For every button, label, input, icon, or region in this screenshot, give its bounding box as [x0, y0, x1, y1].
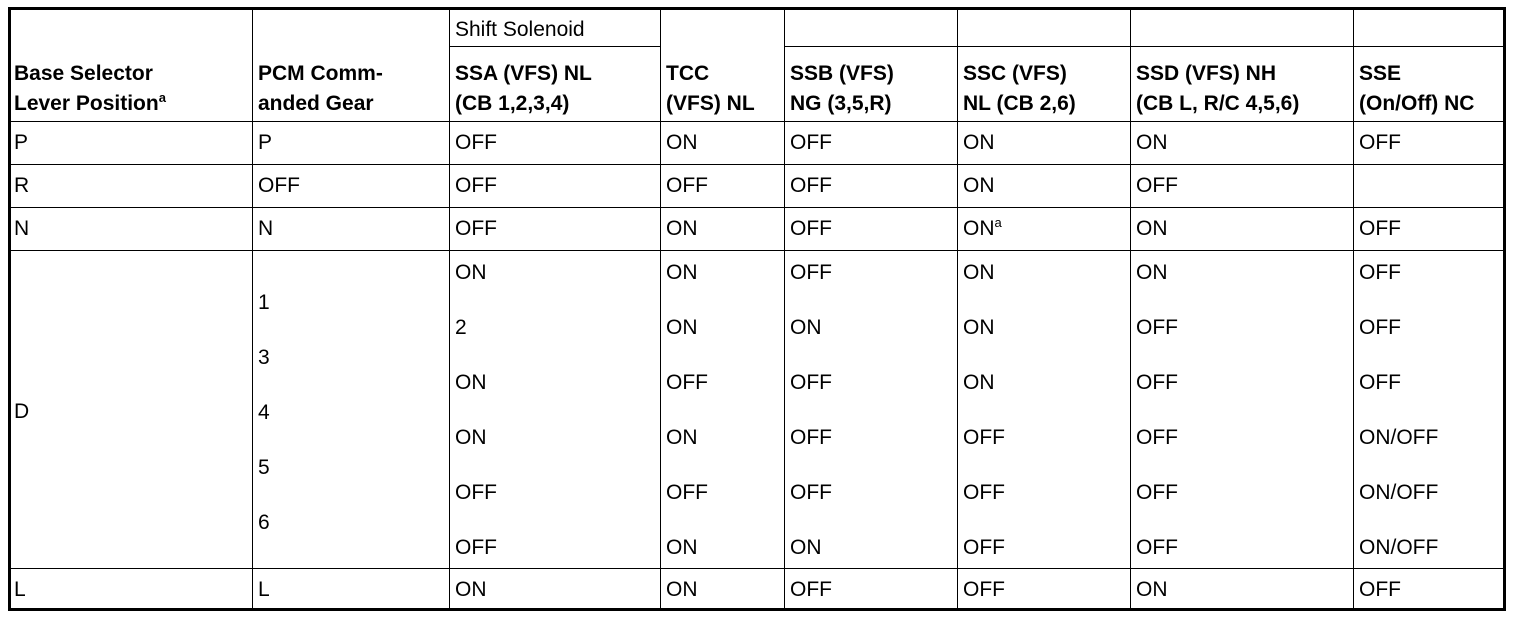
cell-ssc: ON — [963, 174, 995, 197]
cell-gear: L — [258, 578, 270, 601]
cell-ssa: OFF — [455, 217, 497, 240]
cell-gear: N — [258, 217, 274, 240]
cell-ssc: ON — [963, 261, 995, 284]
cell-tcc: ON — [666, 217, 698, 240]
cell-ssa: OFF — [455, 481, 497, 504]
cell-ssb: OFF — [790, 371, 832, 394]
cell-ssd: ON — [1136, 217, 1168, 240]
cell-ssc: OFF — [963, 578, 1005, 601]
cell-sse: ON/OFF — [1359, 481, 1439, 504]
cell-position: D — [14, 400, 30, 423]
header-subdivider — [449, 46, 660, 47]
header-ssb: SSB (VFS) NG (3,5,R) — [790, 62, 894, 115]
cell-ssb: OFF — [790, 578, 832, 601]
cell-gear: 6 — [258, 511, 270, 534]
col-divider — [1130, 10, 1131, 608]
cell-sse: OFF — [1359, 578, 1401, 601]
cell-ssa: 2 — [455, 316, 467, 339]
cell-ssa: ON — [455, 261, 487, 284]
cell-ssa: OFF — [455, 536, 497, 559]
cell-position: R — [14, 174, 30, 197]
cell-position: N — [14, 217, 30, 240]
cell-ssc: ON — [963, 371, 995, 394]
footnote-marker: a — [158, 90, 166, 105]
cell-ssd: ON — [1136, 261, 1168, 284]
cell-gear: 5 — [258, 456, 270, 479]
cell-sse: OFF — [1359, 131, 1401, 154]
col-divider — [449, 10, 450, 608]
header-ssd: SSD (VFS) NH (CB L, R/C 4,5,6) — [1136, 62, 1300, 115]
cell-tcc: ON — [666, 426, 698, 449]
row-divider — [11, 250, 1506, 251]
footnote-marker: a — [994, 215, 1002, 230]
cell-ssb: ON — [790, 536, 822, 559]
cell-ssc: ON — [963, 131, 995, 154]
header-base-selector: Base Selector Lever Position$^a$ — [14, 62, 166, 115]
col-divider — [784, 10, 785, 608]
cell-ssc: OFF — [963, 426, 1005, 449]
cell-gear: 4 — [258, 401, 270, 424]
solenoid-table — [8, 7, 1506, 611]
row-divider — [11, 568, 1506, 569]
cell-tcc: ON — [666, 131, 698, 154]
cell-ssa: ON — [455, 578, 487, 601]
header-ssa: SSA (VFS) NL (CB 1,2,3,4) — [455, 62, 592, 115]
header-pcm-gear: PCM Comm- anded Gear — [258, 62, 383, 115]
cell-sse: ON/OFF — [1359, 426, 1439, 449]
cell-sse: OFF — [1359, 371, 1401, 394]
cell-ssa: OFF — [455, 131, 497, 154]
col-divider — [252, 10, 253, 608]
cell-ssb: OFF — [790, 217, 832, 240]
cell-ssb: OFF — [790, 131, 832, 154]
col-divider — [957, 10, 958, 608]
cell-ssd: OFF — [1136, 174, 1178, 197]
cell-tcc: ON — [666, 261, 698, 284]
cell-sse: OFF — [1359, 217, 1401, 240]
cell-ssa: OFF — [455, 174, 497, 197]
cell-gear: P — [258, 131, 273, 154]
header-ssc: SSC (VFS) NL (CB 2,6) — [963, 62, 1076, 115]
cell-ssd: OFF — [1136, 426, 1178, 449]
cell-tcc: ON — [666, 578, 698, 601]
cell-ssb: OFF — [790, 174, 832, 197]
cell-ssd: ON — [1136, 131, 1168, 154]
cell-gear: 3 — [258, 346, 270, 369]
cell-sse: ON/OFF — [1359, 536, 1439, 559]
header-sse: SSE (On/Off) NC — [1359, 62, 1475, 115]
cell-position: P — [14, 131, 29, 154]
cell-tcc: OFF — [666, 371, 708, 394]
cell-ssa: ON — [455, 371, 487, 394]
cell-gear: OFF — [258, 174, 300, 197]
cell-tcc: OFF — [666, 174, 708, 197]
cell-ssb: OFF — [790, 426, 832, 449]
cell-ssc: $ON^a$ — [963, 215, 1002, 240]
shift-solenoid-group-label: Shift Solenoid — [455, 18, 585, 41]
cell-ssc: OFF — [963, 536, 1005, 559]
cell-ssd: OFF — [1136, 481, 1178, 504]
cell-ssb: ON — [790, 316, 822, 339]
cell-sse: OFF — [1359, 316, 1401, 339]
cell-position: L — [14, 578, 26, 601]
cell-ssb: OFF — [790, 261, 832, 284]
row-divider — [11, 164, 1506, 165]
cell-gear: 1 — [258, 291, 270, 314]
col-divider — [1353, 10, 1354, 608]
cell-ssb: OFF — [790, 481, 832, 504]
cell-tcc: OFF — [666, 481, 708, 504]
header-subdivider — [784, 46, 1506, 47]
cell-ssc: OFF — [963, 481, 1005, 504]
row-divider — [11, 207, 1506, 208]
cell-ssc: ON — [963, 316, 995, 339]
cell-tcc: ON — [666, 536, 698, 559]
header-tcc: TCC (VFS) NL — [666, 62, 755, 115]
cell-ssa: ON — [455, 426, 487, 449]
cell-ssd: ON — [1136, 578, 1168, 601]
cell-ssd: OFF — [1136, 371, 1178, 394]
cell-ssd: OFF — [1136, 536, 1178, 559]
cell-ssd: OFF — [1136, 316, 1178, 339]
row-divider — [11, 121, 1506, 122]
cell-sse: OFF — [1359, 261, 1401, 284]
col-divider — [660, 10, 661, 608]
cell-tcc: ON — [666, 316, 698, 339]
